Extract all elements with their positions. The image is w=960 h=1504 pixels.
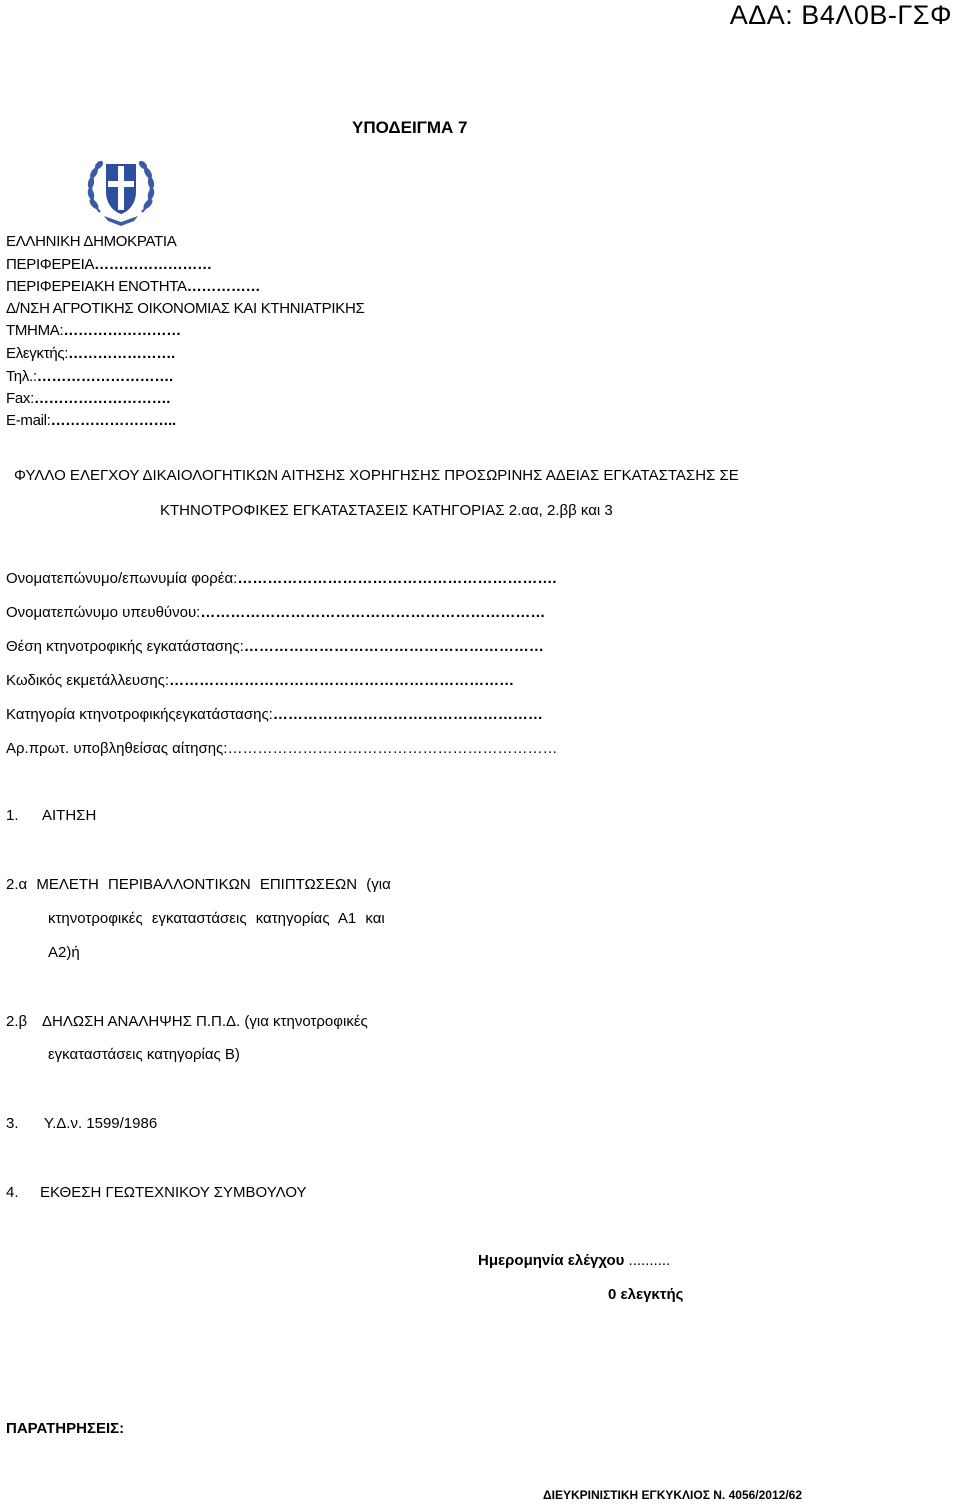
form-title-line1: ΦΥΛΛΟ ΕΛΕΓΧΟΥ ΔΙΚΑΙΟΛΟΓΗΤΙΚΩΝ ΑΙΤΗΣΗΣ ΧΟΡΗΓΗΣΗΣ ΠΡΟΣΩΡΙΝΗΣ ΑΔΕΙΑΣ ΕΓΚΑΤΑΣΤΑΣΗΣ ΣΕ [14,467,739,484]
item-2b-number: 2.β [6,1013,28,1030]
department-dots: …………………… [63,322,181,339]
inspection-date-label: Ημερομηνία ελέγχου [478,1252,625,1269]
item-2b-line1 [42,1013,368,1030]
department-line [6,322,181,339]
field-operator-name [6,570,557,587]
field-application-number [6,740,557,757]
fax-label: Fax: [6,390,34,407]
email-line [6,412,176,429]
email-label: E-mail: [6,412,51,429]
inspection-date-dots: .......... [628,1252,671,1269]
item-2b-tail: (για κτηνοτροφικές [244,1013,368,1030]
item-2b-text: ΔΗΛΩΣΗ ΑΝΑΛΗΨΗΣ Π.Π.Δ. [42,1013,241,1030]
remarks-label: ΠΑΡΑΤΗΡΗΣΕΙΣ: [6,1420,125,1437]
item-3-text: Υ.Δ.ν. 1599/1986 [44,1115,158,1132]
item-1-number: 1. [6,807,19,824]
field-exploitation-code [6,672,514,689]
field-dots: …………………………………………………………… [200,604,546,621]
item-4-text: ΕΚΘΕΣΗ ΓΕΩΤΕΧΝΙΚΟΥ ΣΥΜΒΟΥΛΟΥ [40,1184,307,1201]
regional-unit-dots: …………… [186,278,261,295]
field-dots: ……………………………………………… [272,706,543,723]
field-label: Κωδικός εκμετάλλευσης: [6,672,170,689]
email-dots: …………………….. [50,412,176,429]
inspector-dots: …………………. [68,345,175,362]
regional-unit-label: ΠΕΡΙΦΕΡΕΙΑΚΗ ΕΝΟΤΗΤΑ [6,278,187,295]
item-1-text: ΑΙΤΗΣΗ [42,807,97,824]
region-label: ΠΕΡΙΦΕΡΕΙΑ [6,256,95,273]
region-dots: …………………… [94,256,212,273]
field-label: Θέση κτηνοτροφικής εγκατάστασης: [6,638,244,655]
phone-dots: ………………………. [36,368,173,385]
phone-line [6,368,173,385]
region-line [6,256,212,273]
field-label: Ονοματεπώνυμο υπευθύνου: [6,604,201,621]
department-label: ΤΜΗΜΑ: [6,322,64,339]
field-label: Ονοματεπώνυμο/επωνυμία φορέα: [6,570,238,587]
item-4-number: 4. [6,1184,19,1201]
field-dots: …………………………………………………………… [169,672,515,689]
regional-unit-line [6,278,260,295]
item-2a-line1: 2.α ΜΕΛΕΤΗ ΠΕΡΙΒΑΛΛΟΝΤΙΚΩΝ ΕΠΙΠΤΩΣΕΩΝ (για [6,876,391,893]
item-2a-line3: Α2)ή [48,944,80,961]
directorate-label: Δ/ΝΣΗ ΑΓΡΟΤΙΚΗΣ ΟΙΚΟΝΟΜΙΑΣ ΚΑΙ ΚΤΗΝΙΑΤΡΙΚΗΣ [6,300,365,317]
inspector-label: Ελεγκτής: [6,345,69,362]
field-dots: …………………………………………………… [243,638,544,655]
footer-circular-reference: ΔΙΕΥΚΡΙΝΙΣΤΙΚΗ ΕΓΚΥΚΛΙΟΣ Ν. 4056/2012/62 [543,1488,803,1502]
form-title-line2: ΚΤΗΝΟΤΡΟΦΙΚΕΣ ΕΓΚΑΤΑΣΤΑΣΕΙΣ ΚΑΤΗΓΟΡΙΑΣ 2.αα, 2.ββ και 3 [160,502,613,519]
document-title: ΥΠΟΔΕΙΓΜΑ 7 [352,118,468,137]
field-facility-location [6,638,544,655]
inspection-date-line [478,1252,670,1269]
fax-dots: ………………………. [33,390,171,407]
field-dots: ………………………………………………………… [227,740,558,757]
phone-label: Τηλ.: [6,368,37,385]
field-dots: ………………………………………………………. [237,570,557,587]
fax-line [6,390,170,407]
field-label: Κατηγορία κτηνοτροφικήςεγκατάστασης: [6,706,273,723]
field-label: Αρ.πρωτ. υποβληθείσας αίτησης: [6,740,228,757]
item-3-number: 3. [6,1115,19,1132]
inspector-signature-label: 0 ελεγκτής [608,1286,684,1303]
item-2a-line2: κτηνοτροφικές εγκαταστάσεις κατηγορίας Α1 και [48,910,385,927]
item-2b-line2: εγκαταστάσεις κατηγορίας Β) [48,1046,240,1063]
republic-label: ΕΛΛΗΝΙΚΗ ΔΗΜΟΚΡΑΤΙΑ [6,233,177,250]
field-facility-category [6,706,543,723]
inspector-line [6,345,175,362]
ada-code: ΑΔΑ: Β4Λ0Β-ΓΣΦ [729,0,952,30]
greek-coat-of-arms-icon [82,150,160,228]
field-responsible-name [6,604,545,621]
